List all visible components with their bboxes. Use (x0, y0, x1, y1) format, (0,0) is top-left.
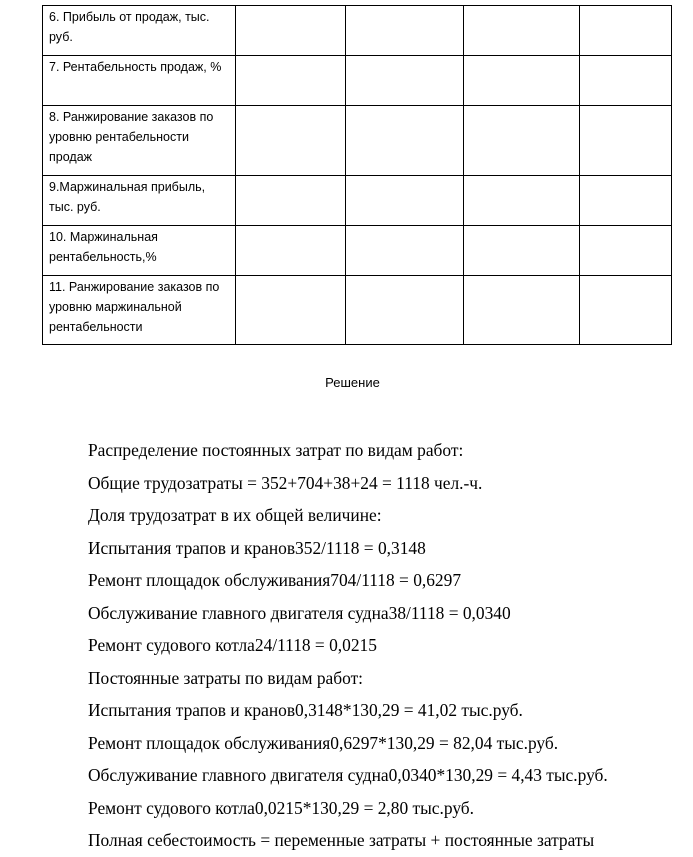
table-row (43, 176, 672, 226)
table-cell (346, 176, 464, 226)
solution-line: Общие трудозатраты = 352+704+38+24 = 1118 чел.-ч. (88, 472, 483, 493)
solution-line: Полная себестоимость = переменные затраты + постоянные затраты (88, 830, 595, 850)
row-label: 8. Ранжирование заказов по уровню рентабельности продаж (49, 110, 214, 164)
row-label-cell (43, 176, 236, 226)
solution-line: Распределение постоянных затрат по видам работ: (88, 440, 464, 460)
solution-line: Постоянные затраты по видам работ: (88, 667, 363, 688)
table-row (43, 6, 672, 56)
solution-line: Ремонт судового котла24/1118 = 0,0215 (88, 635, 377, 655)
table-cell (346, 106, 464, 176)
table-cell (464, 106, 580, 176)
table-row (43, 276, 672, 345)
table-row (43, 106, 672, 176)
solution-line: Обслуживание главного двигателя судна38/1118 = 0,0340 (88, 602, 511, 623)
row-label-cell (43, 226, 236, 276)
table-cell (346, 276, 464, 345)
row-label-cell (43, 56, 236, 106)
table-cell (464, 56, 580, 106)
table-cell (464, 6, 580, 56)
row-label: 10. Маржинальная рентабельность,% (49, 230, 158, 264)
solution-text (88, 434, 688, 857)
table-row (43, 226, 672, 276)
table-cell (236, 176, 346, 226)
row-label-cell (43, 6, 236, 56)
row-label: 9.Маржинальная прибыль, тыс. руб. (49, 180, 206, 214)
table-cell (580, 276, 672, 345)
table-cell (236, 276, 346, 345)
solution-line: Испытания трапов и кранов352/1118 = 0,3148 (88, 537, 426, 558)
table-cell (580, 226, 672, 276)
solution-line: Доля трудозатрат в их общей величине: (88, 505, 382, 525)
row-label: 11. Ранжирование заказов по уровню маржинальной рентабельности (49, 280, 220, 334)
table-cell (464, 176, 580, 226)
table-cell (236, 56, 346, 106)
table-row (43, 56, 672, 106)
solution-line: Обслуживание главного двигателя судна0,0340*130,29 = 4,43 тыс.руб. (88, 765, 608, 785)
table-cell (580, 6, 672, 56)
solution-line: Ремонт судового котла0,0215*130,29 = 2,80 тыс.руб. (88, 797, 474, 818)
section-heading: Решение (325, 375, 380, 390)
solution-line: Ремонт площадок обслуживания704/1118 = 0,6297 (88, 570, 462, 590)
table-cell (580, 56, 672, 106)
table-cell (464, 226, 580, 276)
table-cell (580, 176, 672, 226)
solution-line: Ремонт площадок обслуживания0,6297*130,29 = 82,04 тыс.руб. (88, 732, 559, 753)
table-cell (236, 226, 346, 276)
indicators-table (42, 5, 672, 345)
table-cell (346, 56, 464, 106)
table-cell (580, 106, 672, 176)
row-label-cell (43, 276, 236, 345)
table-cell (346, 6, 464, 56)
solution-line: Испытания трапов и кранов0,3148*130,29 = 41,02 тыс.руб. (88, 700, 523, 720)
table-cell (464, 276, 580, 345)
row-label-cell (43, 106, 236, 176)
table-cell (346, 226, 464, 276)
row-label: 6. Прибыль от продаж, тыс. руб. (49, 10, 210, 44)
row-label: 7. Рентабельность продаж, % (49, 60, 222, 74)
table-cell (236, 6, 346, 56)
table-cell (236, 106, 346, 176)
